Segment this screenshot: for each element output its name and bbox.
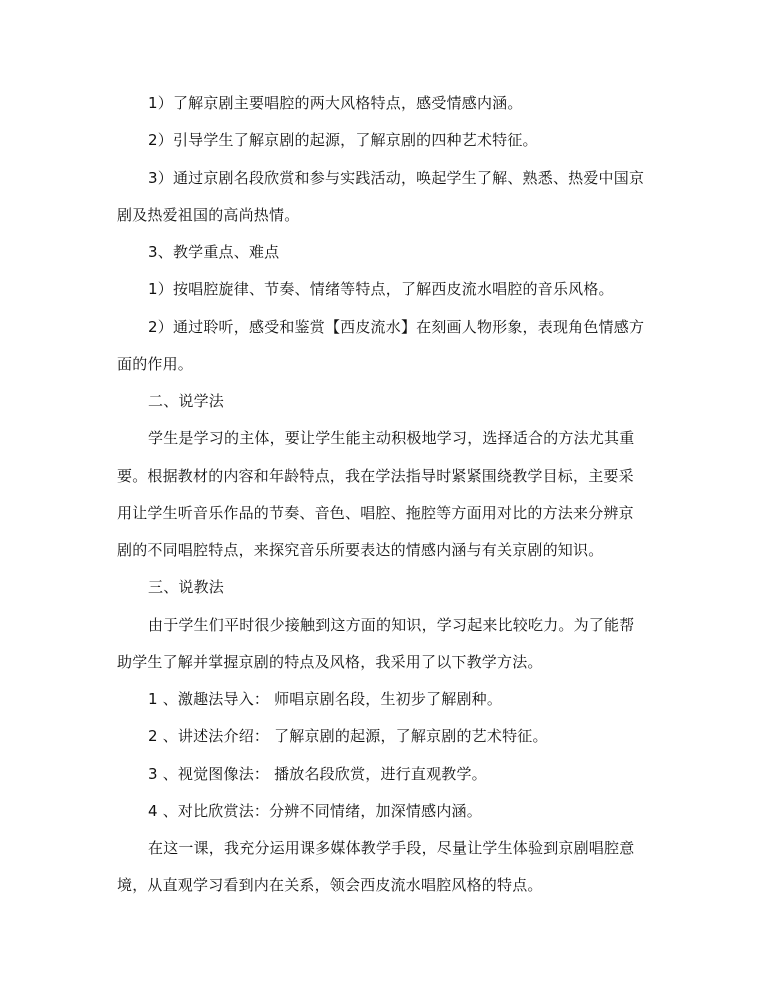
objective-3-continued: 剧及热爱祖国的高尚热情。 [117, 206, 300, 224]
key-point-2: 2）通过聆听，感受和鉴赏【西皮流水】在刻画人物形象，表现角色情感方 [148, 318, 645, 336]
learning-method-paragraph-line-3: 用让学生听音乐作品的节奏、音色、唱腔、拖腔等方面用对比的方法来分辨京 [117, 504, 634, 522]
teaching-method-paragraph-line-2: 助学生了解并掌握京剧的特点及风格，我采用了以下教学方法。 [117, 653, 543, 671]
method-item-4: 4 、对比欣赏法：分辨不同情绪，加深情感内涵。 [148, 802, 482, 820]
closing-paragraph-line-2: 境，从直观学习看到内在关系，领会西皮流水唱腔风格的特点。 [117, 876, 543, 894]
learning-method-paragraph-line-2: 要。根据教材的内容和年龄特点，我在学法指导时紧紧围绕教学目标，主要采 [117, 467, 634, 485]
section-heading-teaching-method: 三、说教法 [148, 578, 225, 596]
method-item-2: 2 、讲述法介绍： 了解京剧的起源，了解京剧的艺术特征。 [148, 727, 548, 745]
objective-1: 1）了解京剧主要唱腔的两大风格特点，感受情感内涵。 [148, 94, 523, 112]
method-item-1: 1 、激趣法导入： 师唱京剧名段，生初步了解剧种。 [148, 690, 503, 708]
closing-paragraph-line-1: 在这一课，我充分运用课多媒体教学手段，尽量让学生体验到京剧唱腔意 [148, 839, 635, 857]
teaching-method-paragraph-line-1: 由于学生们平时很少接触到这方面的知识，学习起来比较吃力。为了能帮 [148, 616, 635, 634]
learning-method-paragraph-line-4: 剧的不同唱腔特点，来探究音乐所要表达的情感内涵与有关京剧的知识。 [117, 541, 604, 559]
section-heading-key-points: 3、教学重点、难点 [148, 243, 280, 261]
method-item-3: 3 、视觉图像法： 播放名段欣赏，进行直观教学。 [148, 765, 487, 783]
objective-2: 2）引导学生了解京剧的起源，了解京剧的四种艺术特征。 [148, 131, 538, 149]
key-point-2-continued: 面的作用。 [117, 355, 194, 373]
objective-3: 3）通过京剧名段欣赏和参与实践活动，唤起学生了解、熟悉、热爱中国京 [148, 169, 645, 187]
learning-method-paragraph-line-1: 学生是学习的主体，要让学生能主动积极地学习，选择适合的方法尤其重 [148, 429, 635, 447]
key-point-1: 1）按唱腔旋律、节奏、情绪等特点，了解西皮流水唱腔的音乐风格。 [148, 280, 614, 298]
section-heading-learning-method: 二、说学法 [148, 392, 225, 410]
